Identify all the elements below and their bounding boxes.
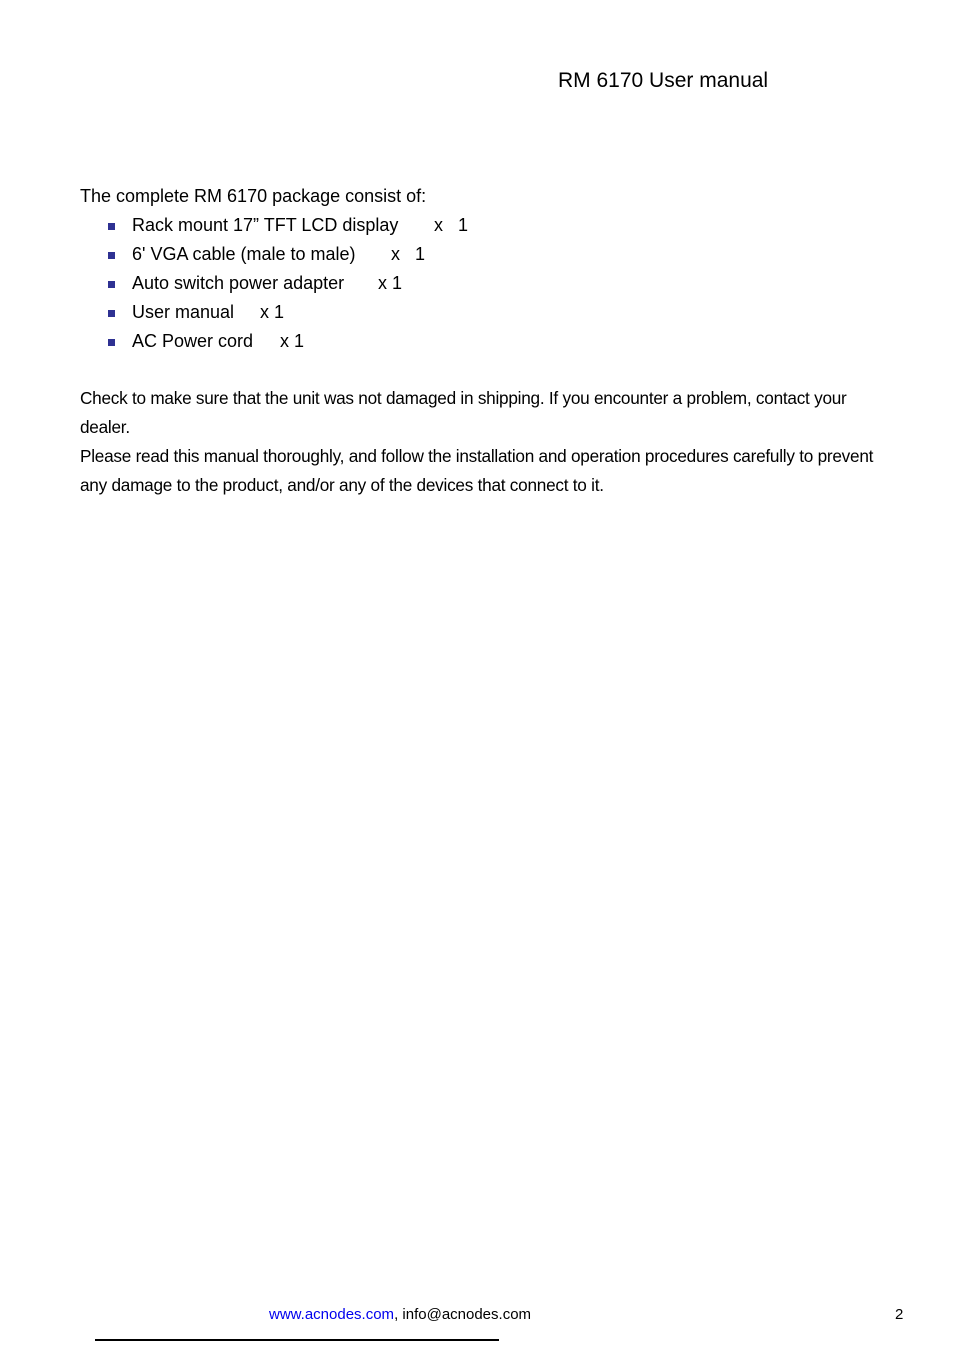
square-bullet-icon	[108, 223, 115, 230]
read-manual-paragraph: Please read this manual thoroughly, and follow the installation and operation procedures carefully to prevent any damage to the product, and/or any of the devices that connect to it.	[80, 446, 874, 495]
document-header-title: RM 6170 User manual	[558, 69, 769, 92]
footer-separator: ,	[394, 1306, 403, 1323]
package-item-quantity: x 1	[434, 215, 469, 235]
package-item-name: User manual	[132, 302, 235, 322]
website-link[interactable]: www.acnodes.com	[269, 1306, 395, 1323]
square-bullet-icon	[108, 310, 115, 317]
square-bullet-icon	[108, 252, 115, 259]
page-number: 2	[895, 1306, 904, 1323]
package-item-name: Rack mount 17” TFT LCD display	[132, 215, 399, 235]
package-item-name: AC Power cord	[132, 331, 254, 351]
package-item-name: 6' VGA cable (male to male)	[132, 244, 356, 264]
package-intro: The complete RM 6170 package consist of:	[80, 186, 427, 206]
square-bullet-icon	[108, 281, 115, 288]
shipping-check-paragraph: Check to make sure that the unit was not damaged in shipping. If you encounter a problem, contact your dealer.	[80, 388, 847, 437]
package-item-quantity: x 1	[378, 273, 403, 293]
package-item-quantity: x 1	[391, 244, 426, 264]
package-item-name: Auto switch power adapter	[132, 273, 345, 293]
square-bullet-icon	[108, 339, 115, 346]
footer-contact	[269, 1306, 531, 1324]
package-item-quantity: x 1	[260, 302, 285, 322]
email-address: info@acnodes.com	[402, 1306, 532, 1323]
footer-divider	[95, 1339, 499, 1341]
package-item-quantity: x 1	[280, 331, 305, 351]
